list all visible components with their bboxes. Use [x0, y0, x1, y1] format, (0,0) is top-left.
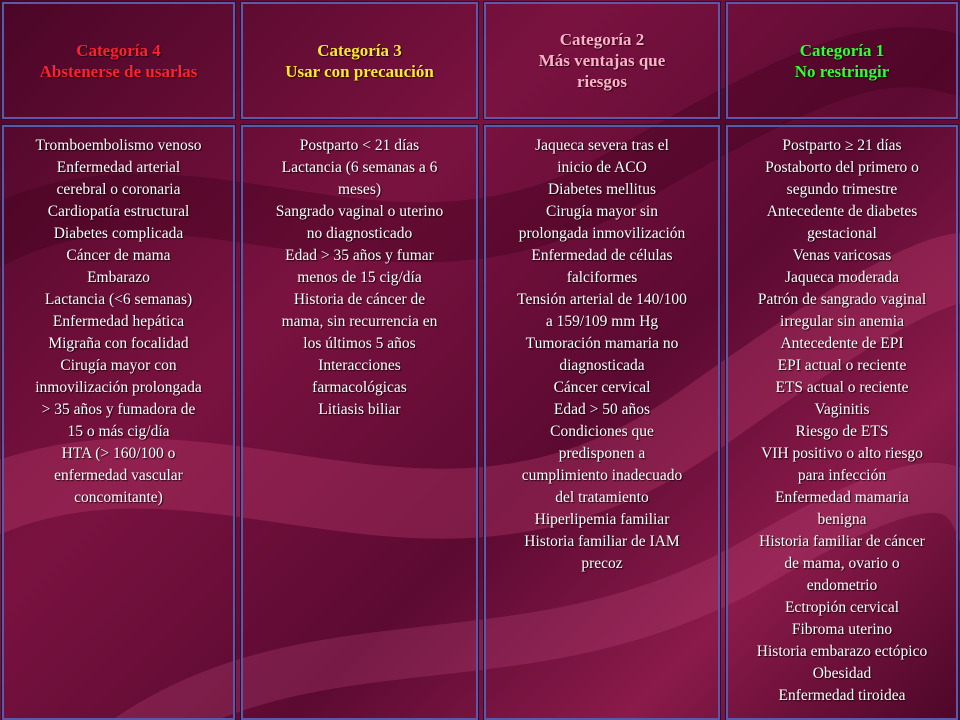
list-item: Diabetes mellitus	[547, 181, 657, 198]
list-item: Embarazo	[87, 269, 150, 286]
list-item: Postaborto del primero o	[765, 159, 919, 176]
list-item: Cirugía mayor con	[60, 357, 177, 374]
list-item: VIH positivo o alto riesgo	[761, 445, 923, 462]
header-cat2-line1: Categoría 2	[559, 30, 645, 49]
list-item: Cirugía mayor sin	[546, 203, 658, 220]
list-item: a 159/109 mm Hg	[545, 313, 659, 330]
column-cat3	[241, 125, 478, 720]
list-item: Riesgo de ETS	[795, 423, 889, 440]
list-item: inmovilización prolongada	[35, 379, 202, 396]
list-item: Historia embarazo ectópico	[756, 643, 928, 660]
list-item: cumplimiento inadecuado	[521, 467, 683, 484]
list-item: no diagnosticado	[306, 225, 413, 242]
list-item: menos de 15 cig/día	[297, 269, 422, 286]
list-item: Enfermedad hepática	[52, 313, 185, 330]
list-item: prolongada inmovilización	[518, 225, 686, 242]
column-cat1	[726, 125, 958, 720]
list-item: Antecedente de EPI	[780, 335, 904, 352]
list-item: Enfermedad mamaria	[775, 489, 909, 506]
list-item: Litiasis biliar	[318, 401, 401, 418]
list-item: mama, sin recurrencia en	[281, 313, 438, 330]
list-item: Enfermedad tiroidea	[778, 687, 906, 704]
list-item: Historia familiar de IAM	[524, 533, 680, 550]
list-item: Sangrado vaginal o uterino	[275, 203, 444, 220]
list-item: Antecedente de diabetes	[766, 203, 918, 220]
list-item: cerebral o coronaria	[56, 181, 181, 198]
header-cat2-line2: Más ventajas que	[538, 51, 666, 70]
list-item: Enfermedad de células	[531, 247, 673, 264]
list-item: del tratamiento	[555, 489, 649, 506]
list-item: Fibroma uterino	[791, 621, 893, 638]
list-item: Cardiopatía estructural	[47, 203, 190, 220]
list-item: > 35 años y fumadora de	[41, 401, 196, 418]
list-item: Vaginitis	[814, 401, 870, 418]
list-item: Postparto ≥ 21 días	[782, 137, 902, 154]
list-item: Cáncer cervical	[553, 379, 651, 396]
list-item: para infección	[797, 467, 887, 484]
list-item: Hiperlipemia familiar	[534, 511, 670, 528]
list-item: falciformes	[566, 269, 638, 286]
header-cat4	[2, 2, 235, 119]
list-item: Tromboembolismo venoso	[35, 137, 202, 154]
list-item: Edad > 50 años	[553, 401, 651, 418]
list-item: Lactancia (<6 semanas)	[44, 291, 193, 308]
list-item: 15 o más cig/día	[67, 423, 170, 440]
list-item: Interacciones	[318, 357, 401, 374]
header-cat4-line2: Abstenerse de usarlas	[39, 61, 198, 81]
list-item: inicio de ACO	[557, 159, 647, 176]
list-item: Obesidad	[812, 665, 872, 682]
column-cat4	[2, 125, 235, 720]
list-item: Jaqueca severa tras el	[535, 137, 669, 154]
header-cat3	[241, 2, 478, 119]
header-cat2	[484, 2, 720, 119]
list-item: los últimos 5 años	[303, 335, 416, 352]
list-item: HTA (> 160/100 o	[61, 445, 176, 462]
list-item: concomitante)	[74, 489, 163, 506]
list-item: Edad > 35 años y fumar	[285, 247, 434, 264]
list-item: gestacional	[807, 225, 877, 242]
list-item: Cáncer de mama	[66, 247, 171, 264]
header-cat1-line2: No restringir	[794, 61, 890, 81]
list-item: Lactancia (6 semanas a 6	[281, 159, 438, 176]
header-cat3-line2: Usar con precaución	[285, 61, 434, 81]
list-item: Tumoración mamaria no	[525, 335, 679, 352]
header-cat1-line1: Categoría 1	[799, 40, 885, 60]
header-cat4-line1: Categoría 4	[76, 40, 161, 60]
list-item: benigna	[817, 511, 867, 528]
header-cat3-line1: Categoría 3	[317, 40, 402, 60]
list-item: predisponen a	[558, 445, 646, 462]
list-item: irregular sin anemia	[780, 313, 904, 330]
list-item: Historia de cáncer de	[293, 291, 426, 308]
list-item: Jaqueca moderada	[784, 269, 900, 286]
list-item: EPI actual o reciente	[777, 357, 907, 374]
header-cat1	[726, 2, 958, 119]
list-item: Venas varicosas	[792, 247, 892, 264]
list-item: ETS actual o reciente	[775, 379, 909, 396]
list-item: Diabetes complicada	[53, 225, 184, 242]
list-item: Condiciones que	[550, 423, 654, 440]
list-item: meses)	[337, 181, 382, 198]
list-item: Patrón de sangrado vaginal	[757, 291, 927, 308]
list-item: Tensión arterial de 140/100	[517, 291, 687, 308]
list-item: endometrio	[806, 577, 878, 594]
list-item: diagnosticada	[559, 357, 645, 374]
list-item: precoz	[581, 555, 623, 572]
list-item: de mama, ovario o	[784, 555, 900, 572]
column-cat2	[484, 125, 720, 720]
list-item: Enfermedad arterial	[56, 159, 181, 176]
list-item: Migraña con focalidad	[48, 335, 189, 352]
list-item: Ectropión cervical	[784, 599, 900, 616]
list-item: Postparto < 21 días	[299, 137, 420, 154]
list-item: Historia familiar de cáncer	[759, 533, 925, 550]
list-item: farmacológicas	[312, 379, 407, 396]
list-item: enfermedad vascular	[54, 467, 183, 484]
list-item: segundo trimestre	[786, 181, 898, 198]
header-cat2-line3: riesgos	[576, 72, 628, 91]
